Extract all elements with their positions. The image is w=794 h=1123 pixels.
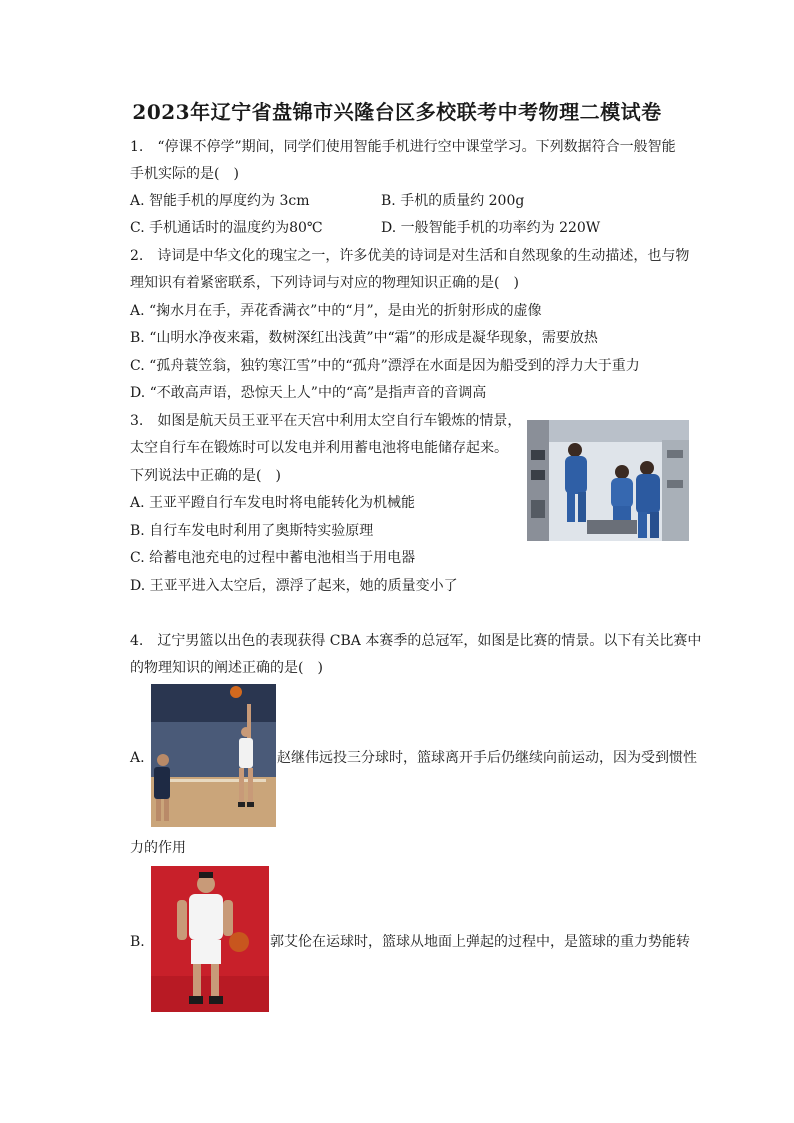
q2-option-c: C. “孤舟蓑笠翁，独钓寒江雪”中的“孤舟”漂浮在水面是因为船受到的浮力大于重力 bbox=[130, 358, 640, 374]
q1-option-a: A. 智能手机的厚度约为 3cm bbox=[130, 193, 310, 209]
q4-option-a-text: 赵继伟远投三分球时，篮球离开手后仍继续向前运动，因为受到惯性 bbox=[277, 750, 697, 766]
q4-option-a-continued: 力的作用 bbox=[130, 840, 186, 856]
basketball-dribble-photo bbox=[151, 866, 269, 1012]
q4-option-a-label: A. bbox=[130, 750, 145, 766]
q1-option-d: D. 一般智能手机的功率约为 220W bbox=[381, 220, 601, 236]
q2-option-a: A. “掬水月在手，弄花香满衣”中的“月”，是由光的折射形成的虚像 bbox=[130, 303, 542, 319]
q2-option-d: D. “不敢高声语，恐惊天上人”中的“高”是指声音的音调高 bbox=[130, 385, 487, 401]
q1-stem-line2: 手机实际的是( ) bbox=[130, 166, 239, 182]
q3-option-d: D. 王亚平进入太空后，漂浮了起来，她的质量变小了 bbox=[130, 578, 458, 594]
q3-stem-line1: 3. 如图是航天员王亚平在天宫中利用太空自行车锻炼的情景， bbox=[130, 413, 522, 429]
q3-stem-line3: 下列说法中正确的是( ) bbox=[130, 468, 281, 484]
basketball-shot-photo bbox=[151, 684, 276, 827]
q3-option-c: C. 给蓄电池充电的过程中蓄电池相当于用电器 bbox=[130, 550, 416, 566]
astronaut-photo bbox=[527, 420, 689, 541]
q1-option-c: C. 手机通话时的温度约为80℃ bbox=[130, 220, 323, 236]
q4-stem-line2: 的物理知识的阐述正确的是( ) bbox=[130, 660, 323, 676]
q2-stem-line1: 2. 诗词是中华文化的瑰宝之一，许多优美的诗词是对生活和自然现象的生动描述，也与物 bbox=[130, 248, 690, 264]
q1-option-b: B. 手机的质量约 200g bbox=[381, 193, 525, 209]
q4-option-b-label: B. bbox=[130, 934, 145, 950]
q2-stem-line2: 理知识有着紧密联系，下列诗词与对应的物理知识正确的是( ) bbox=[130, 275, 519, 291]
page-title: 2023年辽宁省盘锦市兴隆台区多校联考中考物理二模试卷 bbox=[132, 100, 662, 124]
q2-option-b: B. “山明水净夜来霜，数树深红出浅黄”中“霜”的形成是凝华现象，需要放热 bbox=[130, 330, 598, 346]
q1-stem-line1: 1. “停课不停学”期间，同学们使用智能手机进行空中课堂学习。下列数据符合一般智能 bbox=[130, 139, 676, 155]
q3-option-a: A. 王亚平蹬自行车发电时将电能转化为机械能 bbox=[130, 495, 416, 511]
q3-stem-line2: 太空自行车在锻炼时可以发电并利用蓄电池将电能储存起来。 bbox=[130, 440, 508, 456]
q4-option-b-text: 郭艾伦在运球时，篮球从地面上弹起的过程中，是篮球的重力势能转 bbox=[270, 934, 690, 950]
q3-option-b: B. 自行车发电时利用了奥斯特实验原理 bbox=[130, 523, 374, 539]
q4-stem-line1: 4. 辽宁男篮以出色的表现获得 CBA 本赛季的总冠军，如图是比赛的情景。以下有关比赛中 bbox=[130, 633, 702, 649]
